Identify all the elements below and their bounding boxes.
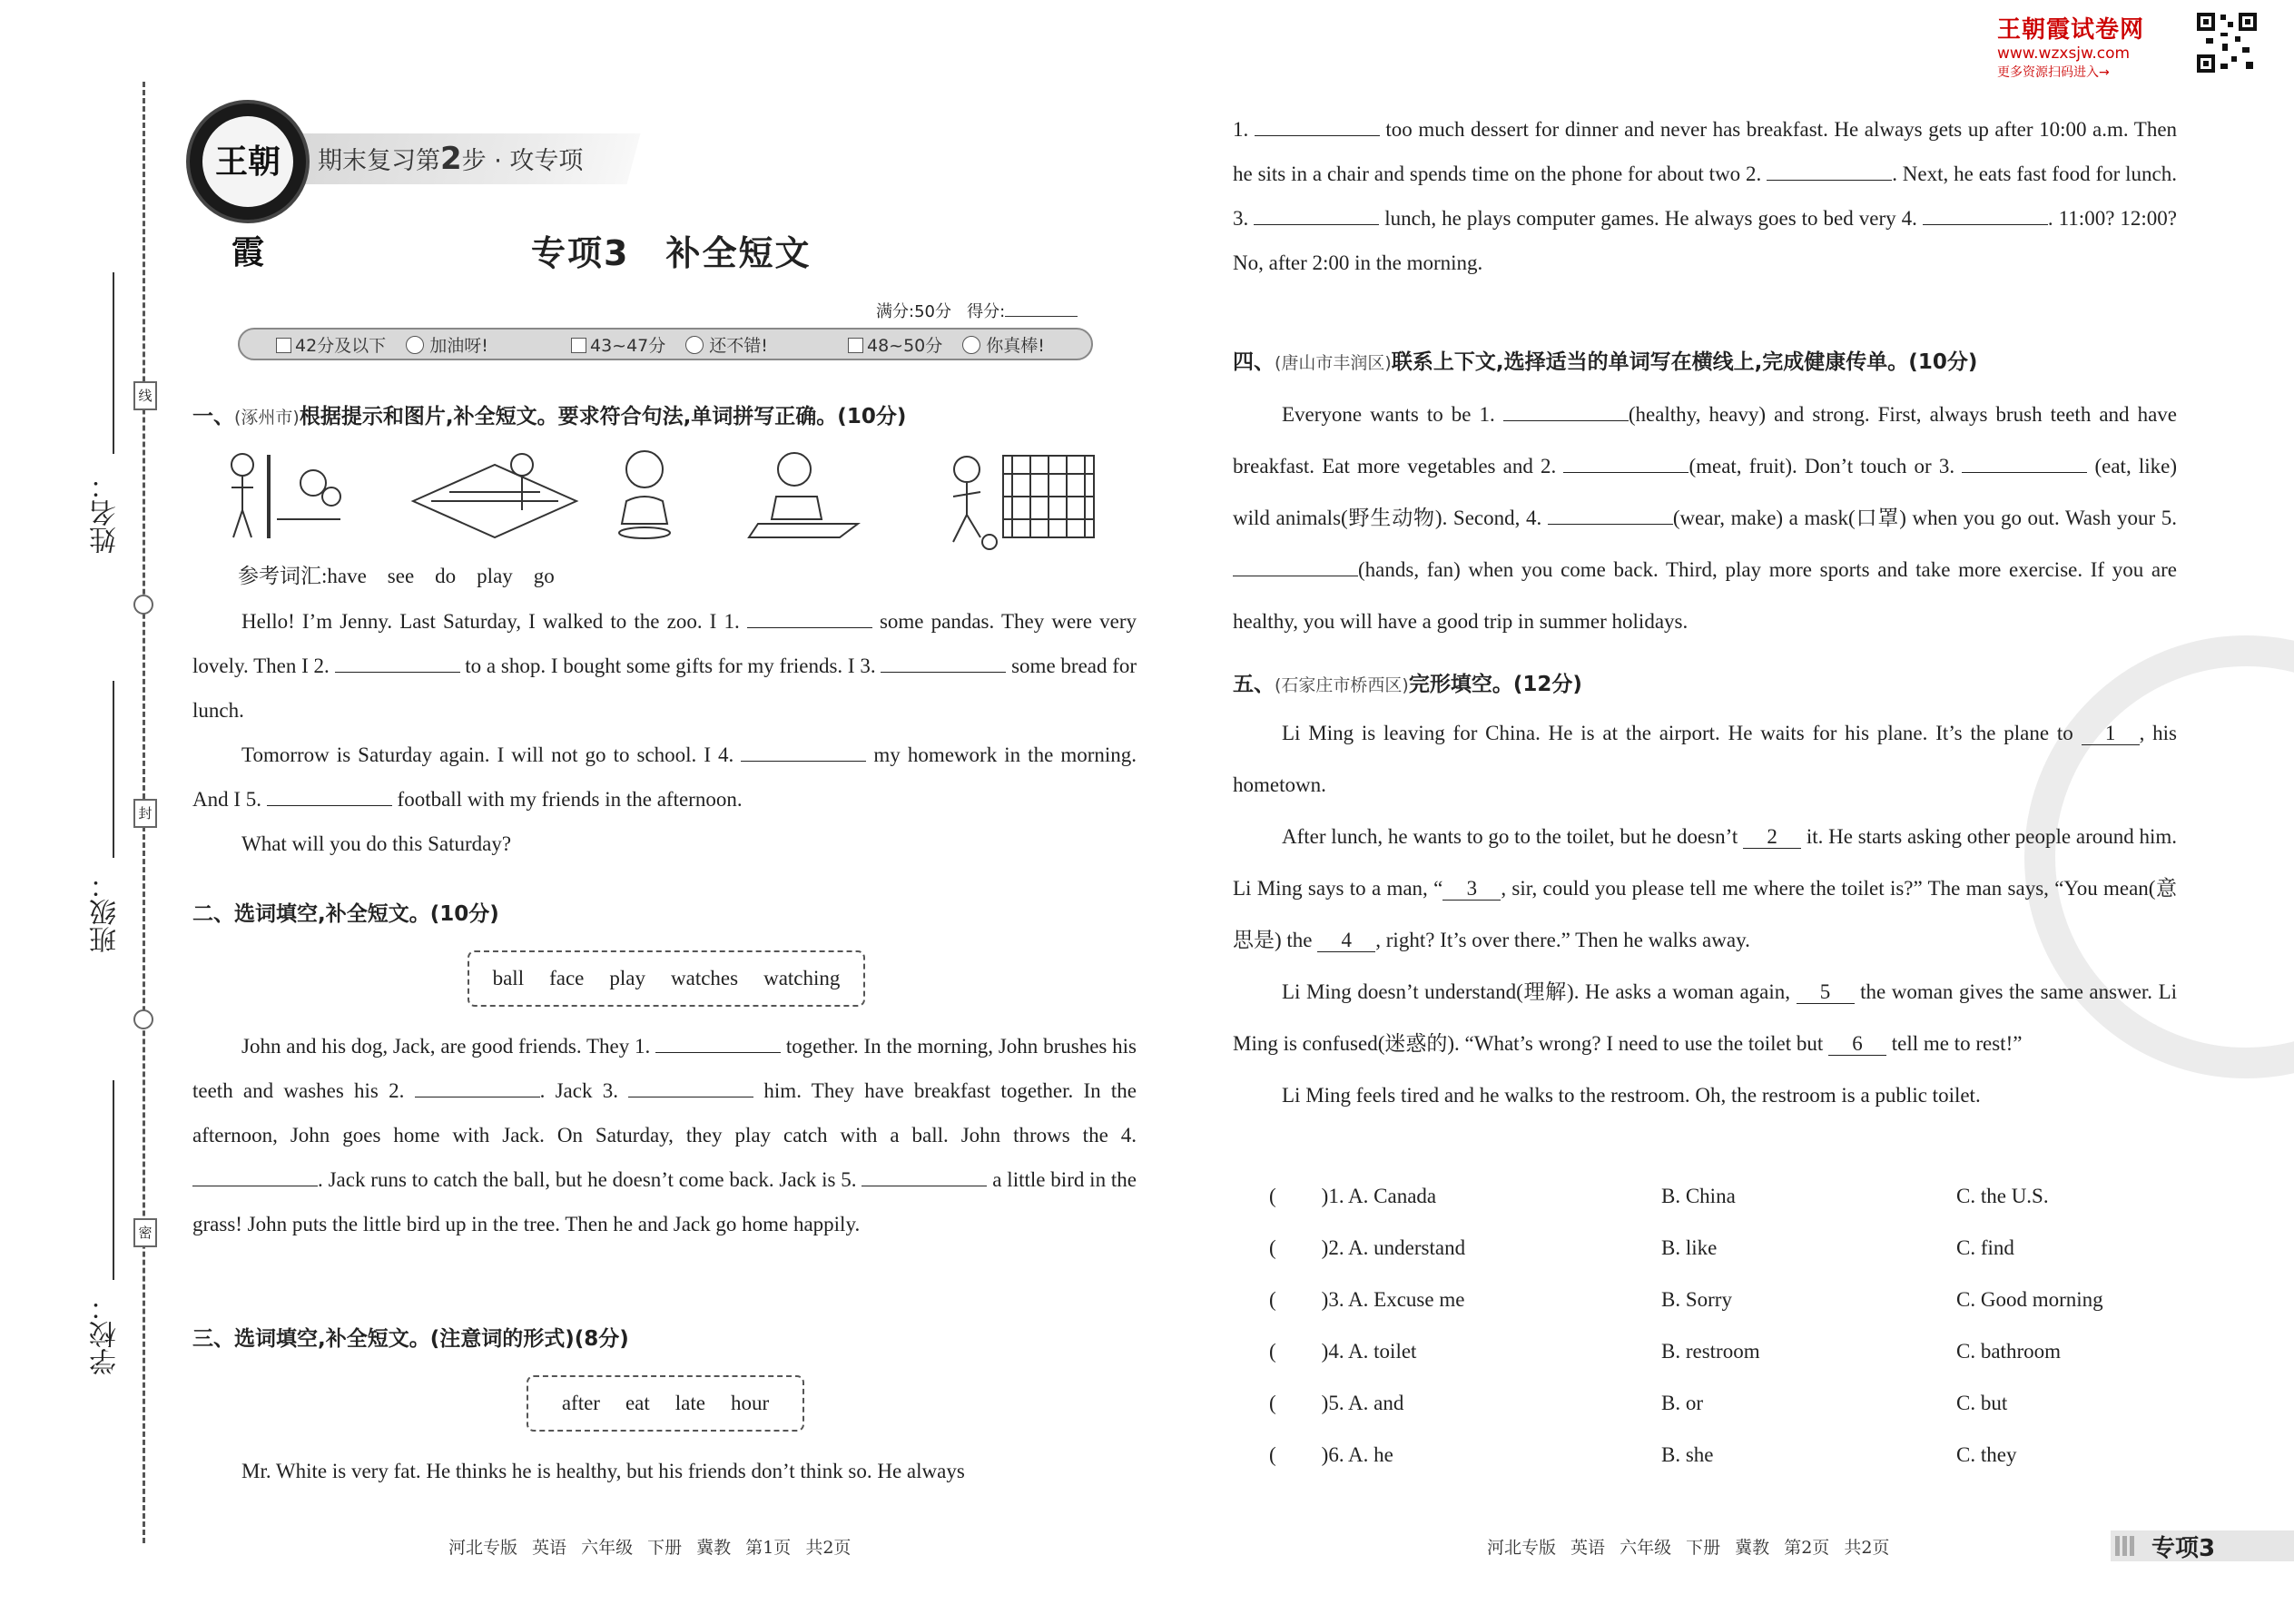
section5-passage: Li Ming is leaving for China. He is at the airport. He waits for his plane. It’s the plane to 1 , his hometown. After lunch, he wants to go to the toilet, but he doesn’t 2 it. He starts asking other people around him. Li Ming says to a man, “ 3 , sir, could you please tell me where the toilet is?” The man says, “You mean(意思是) the 4 , right? It’s over there.” Then he walks away. Li Ming doesn’t understand(理解). He asks a woman again, 5 the woman gives the same answer. Li Ming is confused(迷惑的). “What’s wrong? I need to use the toilet but 6 tell me to rest!” Li Ming feels tired and he walks to the restroom. Oh, the restroom is a public toilet.	[1233, 722, 2178, 1107]
answer-blank[interactable]	[741, 744, 866, 762]
answer-blank[interactable]	[1563, 456, 1689, 473]
girl-zoo-picture	[231, 454, 340, 537]
page-title: 专项3 补全短文	[531, 233, 812, 273]
answer-blank[interactable]	[861, 1169, 987, 1186]
school-label: 学校：	[90, 1294, 122, 1375]
girl-eating-picture	[619, 451, 670, 538]
reference-words: 参考词汇:have see do play go	[238, 565, 555, 587]
class-label: 班级：	[90, 871, 122, 953]
option-b: B. restroom	[1661, 1340, 1760, 1363]
answer-blank[interactable]	[747, 611, 872, 628]
cloze-blank[interactable]: 4	[1317, 930, 1375, 952]
section4-text: Everyone wants to be 1. (healthy, heavy) and strong. First, always brush teeth and have breakfast. Eat more vegetables and 2. (meat, fruit). Don’t touch or 3. (eat, like) wild animals(野生动物). Second, 4. (wear, make) a mask(口罩) when you go out. Wash your 5. (hands, fan) when you come back. Third, play more sports and take more exercise. If you are healthy, you will have a good trip in summer holidays.	[1233, 403, 2178, 633]
section2-word-box: ball face play watches watching	[468, 950, 865, 1007]
score-label: 得分:	[967, 302, 1006, 321]
answer-blank[interactable]	[415, 1080, 540, 1097]
name-label: 姓名：	[90, 472, 122, 554]
option-c: C. Good morning	[1956, 1288, 2103, 1311]
girl-homework-picture	[749, 453, 858, 537]
option-row[interactable]: ( )3. A. Excuse me	[1269, 1288, 1465, 1311]
checkbox-icon[interactable]	[571, 338, 586, 353]
rating-option[interactable]: 43~47分 还不错!	[571, 332, 768, 357]
section1-pictures	[222, 447, 1139, 551]
face-icon	[406, 336, 424, 354]
option-c: C. the U.S.	[1956, 1185, 2049, 1207]
face-icon	[685, 336, 704, 354]
logo-text: 王朝霞	[202, 116, 293, 207]
answer-blank[interactable]	[1767, 163, 1892, 181]
binding-hole	[133, 595, 153, 615]
cloze-blank[interactable]: 1	[2082, 723, 2140, 745]
brand-header	[1997, 11, 2144, 81]
section4-heading: 四、(唐山市丰润区)联系上下文,选择适当的单词写在横线上,完成健康传单。(10分)	[1233, 350, 1978, 374]
checkbox-icon[interactable]	[848, 338, 863, 353]
answer-blank[interactable]	[1962, 456, 2087, 473]
answer-blank[interactable]	[628, 1080, 753, 1097]
section2-text: John and his dog, Jack, are good friends. They 1. together. In the morning, John brushes his teeth and washes his 2. . Jack 3. him. They have breakfast together. In the afternoon, John goes home with Jack. On Saturday, they play catch with a ball. John throws the 4. . Jack runs to catch the ball, but he doesn’t come back. Jack is 5. a little bird in the grass! John puts the little bird up in the tree. Then he and Jack go home happily.	[192, 1035, 1137, 1235]
class-field[interactable]	[113, 681, 114, 858]
option-row[interactable]: ( )4. A. toilet	[1269, 1340, 1417, 1363]
answer-blank[interactable]	[192, 1169, 318, 1186]
cloze-blank[interactable]: 6	[1828, 1033, 1886, 1056]
answer-blank[interactable]	[267, 789, 392, 806]
full-score: 满分:50分	[876, 302, 951, 321]
answer-blank[interactable]	[335, 655, 460, 673]
binding-mark-mi: 密	[133, 1218, 157, 1247]
answer-blank[interactable]	[1503, 404, 1629, 421]
section3-heading: 三、选词填空,补全短文。(注意词的形式)(8分)	[192, 1327, 629, 1351]
score-box	[876, 299, 1078, 322]
cloze-blank[interactable]: 3	[1442, 878, 1501, 901]
section5-heading: 五、(石家庄市桥西区)完形填空。(12分)	[1233, 673, 1582, 696]
footer-left: 河北专版 英语 六年级 下册 冀教 第1页 共2页	[448, 1538, 852, 1558]
section1-heading: 一、(涿州市)根据提示和图片,补全短文。要求符合句法,单词拼写正确。(10分)	[192, 405, 907, 428]
option-b: B. like	[1661, 1236, 1718, 1259]
shop-picture	[413, 454, 576, 537]
answer-blank[interactable]	[1233, 559, 1358, 576]
option-row[interactable]: ( )1. A. Canada	[1269, 1185, 1437, 1207]
option-row[interactable]: ( )6. A. he	[1269, 1443, 1393, 1466]
option-c: C. bathroom	[1956, 1340, 2061, 1363]
binding-hole	[133, 1009, 153, 1029]
footer-right: 河北专版 英语 六年级 下册 冀教 第2页 共2页	[1487, 1538, 1890, 1558]
cloze-blank[interactable]: 5	[1797, 981, 1855, 1004]
section1-text: Hello! I’m Jenny. Last Saturday, I walked to the zoo. I 1. some pandas. They were very lovely. Then I 2. to a shop. I bought some gifts for my friends. I 3. some bread for lunch. Tomorrow is Saturday again. I will not go to school. I 4. my homework in the morning. And I 5. football with my friends in the afternoon. What will you do this Saturday?	[192, 610, 1137, 855]
brand-url[interactable]: www.wzxsjw.com	[1997, 44, 2131, 63]
option-row[interactable]: ( )5. A. and	[1269, 1392, 1404, 1414]
option-b: B. China	[1661, 1185, 1736, 1207]
option-row[interactable]: ( )2. A. understand	[1269, 1236, 1466, 1259]
boy-football-picture	[953, 456, 1094, 549]
answer-blank[interactable]	[1255, 119, 1380, 136]
binding-mark-feng: 封	[133, 799, 157, 828]
brand-tagline: 更多资源扫码进入→	[1997, 65, 2110, 80]
section3-text: 1. too much dessert for dinner and never has breakfast. He always gets up after 10:00 a.m. Then he sits in a chair and spends time on the phone for about two 2. . Next, he eats fast food for lunch. 3. lunch, he plays computer games. He always goes to bed very 4. . 11:00? 12:00? No, after 2:00 in the morning.	[1233, 118, 2178, 274]
option-c: C. they	[1956, 1443, 2017, 1466]
section-tab-label: 专项3	[2151, 1535, 2216, 1562]
step-banner-text: 期末复习第2步 · 攻专项	[318, 141, 584, 177]
rating-option[interactable]: 48~50分 你真棒!	[848, 332, 1045, 357]
face-icon	[962, 336, 980, 354]
tab-pattern-icon	[2115, 1536, 2135, 1556]
school-field[interactable]	[113, 1080, 114, 1280]
qr-code-icon[interactable]	[2195, 11, 2259, 74]
self-rating-bar	[238, 328, 1093, 360]
section3-intro: Mr. White is very fat. He thinks he is healthy, but his friends don’t think so. He always	[241, 1460, 965, 1482]
brand-name: 王朝霞试卷网	[1997, 16, 2145, 44]
section3-word-box: after eat late hour	[527, 1375, 804, 1432]
option-b: B. she	[1661, 1443, 1714, 1466]
rating-option[interactable]: 42分及以下 加油呀!	[276, 332, 488, 357]
answer-blank[interactable]	[881, 655, 1006, 673]
score-field[interactable]	[1005, 316, 1078, 317]
binding-mark-xian: 线	[133, 381, 157, 410]
checkbox-icon[interactable]	[276, 338, 291, 353]
answer-blank[interactable]	[1254, 208, 1379, 225]
answer-blank[interactable]	[1548, 507, 1673, 525]
answer-blank[interactable]	[1923, 208, 2048, 225]
option-b: B. Sorry	[1661, 1288, 1732, 1311]
option-c: C. find	[1956, 1236, 2014, 1259]
brand-logo	[186, 100, 310, 271]
answer-blank[interactable]	[655, 1036, 781, 1053]
name-field[interactable]	[113, 272, 114, 454]
option-b: B. or	[1661, 1392, 1703, 1414]
option-c: C. but	[1956, 1392, 2008, 1414]
section2-heading: 二、选词填空,补全短文。(10分)	[192, 902, 499, 926]
cloze-blank[interactable]: 2	[1743, 826, 1801, 849]
